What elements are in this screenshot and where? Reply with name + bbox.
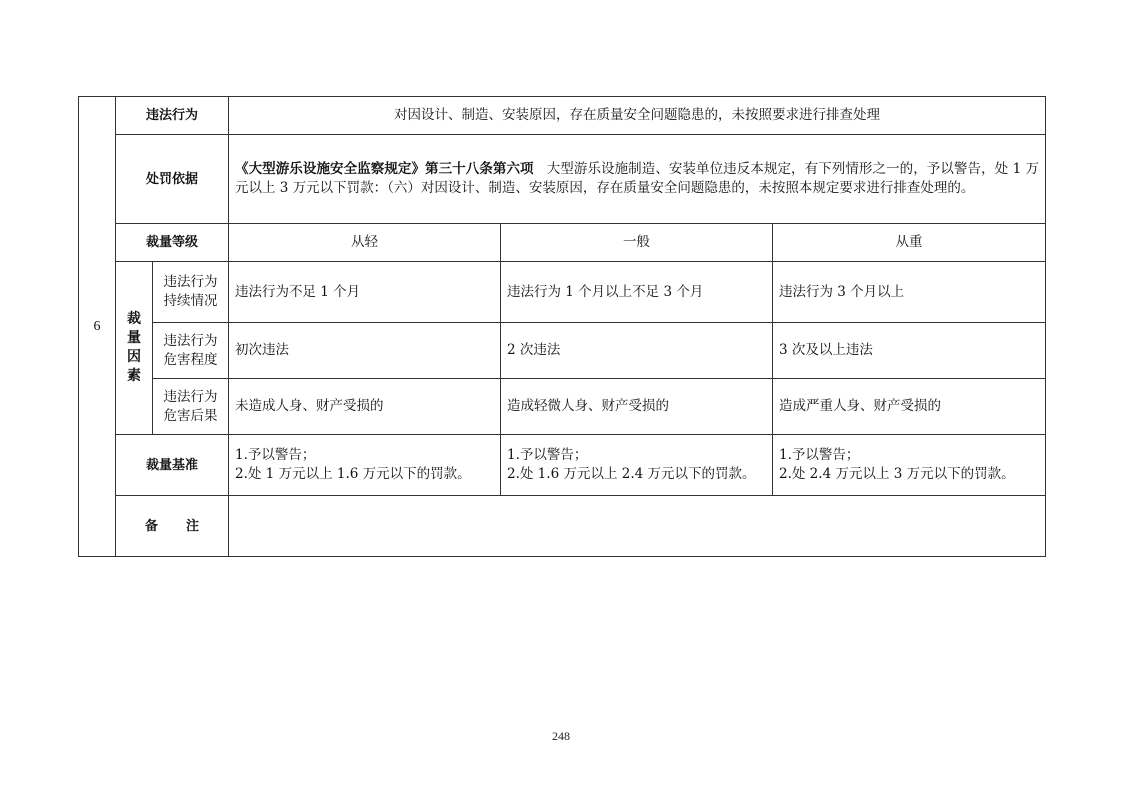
basis-label: 处罚依据 [116,135,229,224]
basis-title: 《大型游乐设施安全监察规定》第三十八条第六项 [235,161,534,177]
factor-normal: 违法行为 1 个月以上不足 3 个月 [501,262,773,323]
level-normal: 一般 [501,224,773,262]
basis-cell [229,135,1046,224]
benchmark-line: 1.予以警告； [235,447,316,463]
benchmark-line: 2.处 2.4 万元以上 3 万元以下的罚款。 [779,466,1015,482]
factor-light: 未造成人身、财产受损的 [229,379,501,435]
remarks-row [79,496,1046,557]
factors-label-char: 裁 [127,311,141,327]
level-heavy: 从重 [773,224,1046,262]
factor-heavy: 3 次及以上违法 [773,323,1046,379]
benchmark-line: 2.处 1.6 万元以上 2.4 万元以下的罚款。 [507,466,756,482]
violation-text: 对因设计、制造、安装原因，存在质量安全问题隐患的，未按照要求进行排查处理 [229,97,1046,135]
factor-row [79,262,1046,323]
factor-row [79,323,1046,379]
benchmark-line: 1.予以警告； [507,447,588,463]
factor-name: 违法行为持续情况 [153,262,229,323]
factors-label [116,262,153,435]
benchmark-row [79,435,1046,496]
factor-normal: 造成轻微人身、财产受损的 [501,379,773,435]
factor-name: 违法行为危害后果 [153,379,229,435]
level-light: 从轻 [229,224,501,262]
remarks-text [229,496,1046,557]
factor-heavy: 违法行为 3 个月以上 [773,262,1046,323]
benchmark-line: 2.处 1 万元以上 1.6 万元以下的罚款。 [235,466,471,482]
penalty-table [78,96,1046,557]
benchmark-label: 裁量基准 [116,435,229,496]
factors-label-char: 素 [127,368,141,384]
factor-name: 违法行为危害程度 [153,323,229,379]
benchmark-normal [501,435,773,496]
factors-label-char: 因 [127,349,141,365]
basis-text: 大型游乐设施制造、安装单位违反本规定，有下列情形之一的，予以警告，处 1 万元以上 3 万元以下罚款：（六）对因设计、制造、安装原因，存在质量安全问题隐患的，未按照本规定要求进行排查处理的。 [235,161,1040,196]
factor-light: 初次违法 [229,323,501,379]
row-number: 6 [79,97,116,557]
violation-row [79,97,1046,135]
factor-heavy: 造成严重人身、财产受损的 [773,379,1046,435]
basis-row [79,135,1046,224]
factor-light: 违法行为不足 1 个月 [229,262,501,323]
benchmark-light [229,435,501,496]
benchmark-line: 1.予以警告； [779,447,860,463]
levels-label: 裁量等级 [116,224,229,262]
benchmark-heavy [773,435,1046,496]
remarks-label-b: 注 [186,518,200,534]
remarks-label-a: 备 [144,518,158,534]
factor-row [79,379,1046,435]
remarks-label [116,496,229,557]
violation-label: 违法行为 [116,97,229,135]
factor-normal: 2 次违法 [501,323,773,379]
levels-row [79,224,1046,262]
page-number: 248 [552,729,570,743]
factors-label-char: 量 [127,330,141,346]
